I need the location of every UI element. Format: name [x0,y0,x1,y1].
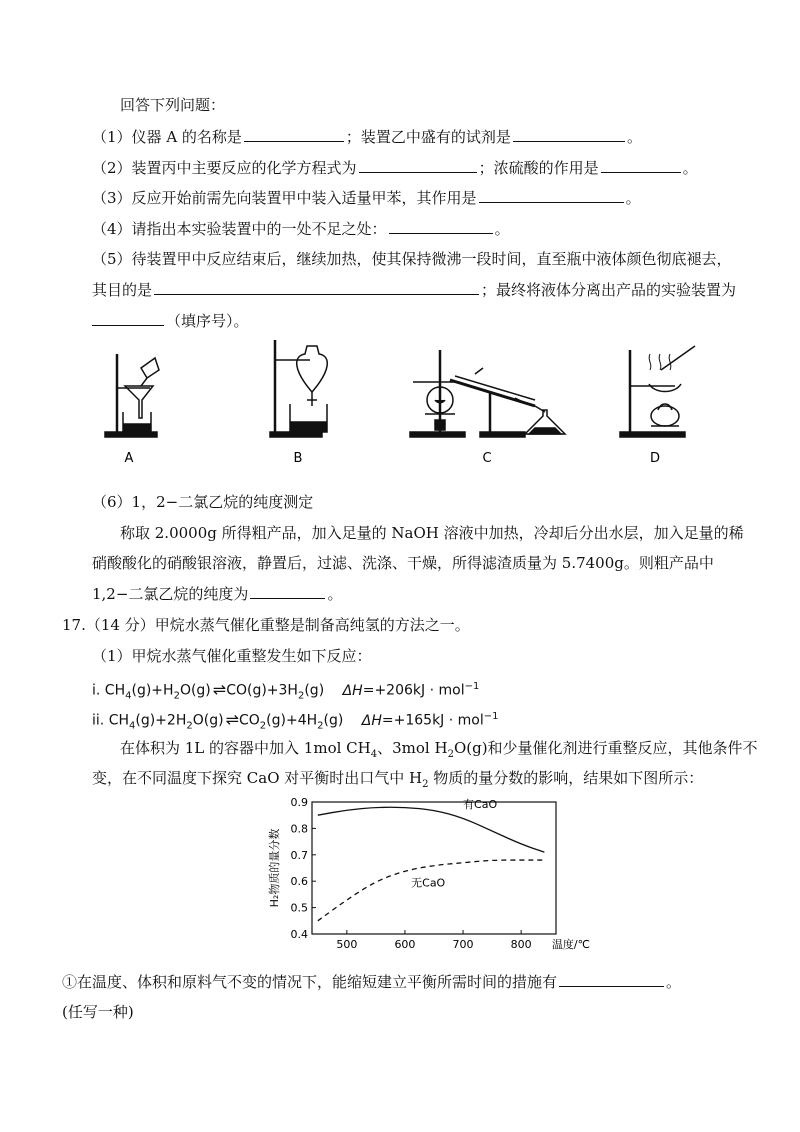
apparatus-b [270,340,327,437]
rxn-ii-label: ii. [92,712,105,729]
apparatus-label-c: C [482,451,492,466]
chart-series [318,807,545,921]
q1-blank-b[interactable] [513,127,625,142]
equilibrium-arrow-icon: ⇌ [212,679,225,699]
rxn-ii-sub3: 2 [259,720,267,732]
rxn-ii-sub4: 2 [317,720,324,732]
equilibrium-arrow-icon: ⇌ [225,709,237,729]
q6-para-1: 称取 2.0000g 所得粗产品，加入足量的 NaOH 溶液中加热，冷却后分出水层，加入足量的稀 [120,524,744,542]
rxn-i-ch: CH [104,682,126,699]
q17-circle1 [62,972,681,992]
rxn-ii-sub1: 4 [129,720,136,732]
intro-text: 回答下列问题： [120,96,226,114]
q1-number: （1） [92,128,132,146]
q2-blank-a[interactable] [359,158,477,173]
q3-end: 。 [625,189,641,207]
q3-text: 反应开始前需先向装置甲中装入适量甲苯，其作用是 [131,189,477,207]
q1-text-a: 仪器 A 的名称是 [131,128,242,146]
rxn-ii-g4: (g) [323,712,344,729]
q5-text-2b: ；最终将液体分离出产品的实验装置为 [481,281,737,299]
para1-b: 、3mol H [377,739,448,757]
para1-sub2: 2 [447,749,454,760]
rxn-i-sub2: 2 [173,690,180,702]
rxn-ii-g1: (g)+2H [135,712,187,729]
circle1-blank[interactable] [559,972,664,987]
rxn-i-products: CO(g)+3H [226,682,298,699]
series-without-cao-line [318,860,545,921]
series-with-cao-line [318,807,545,852]
q5-text-1: 待装置甲中反应结束后，继续加热，使其保持微沸一段时间，直至瓶中液体颜色彻底褪去， [131,250,732,268]
apparatus-c [410,350,565,437]
q2-text-a: 装置丙中主要反应的化学方程式为 [131,159,357,177]
x-tick-label: 700 [452,938,474,951]
apparatus-figure [95,340,715,470]
q17-sub1: （1）甲烷水蒸气催化重整发生如下反应： [92,647,372,665]
rxn-i-g2: O(g) [179,682,211,699]
rxn-i-g1: (g)+H [131,682,174,699]
q17-para-1 [120,738,758,765]
x-axis-label: 温度/℃ [551,938,590,951]
x-tick-label: 600 [394,938,416,951]
y-tick-label: 0.9 [290,796,308,809]
q5-text-2a: 其目的是 [92,281,153,299]
circle1-text: ①在温度、体积和原料气不变的情况下，能缩短建立平衡所需时间的措施有 [62,973,558,991]
question-4 [92,219,510,239]
question-3 [92,188,641,208]
rxn-ii-g2: O(g) [192,712,224,729]
q5-text-3: （填序号）。 [166,312,249,330]
q17-title: 17.（14 分）甲烷水蒸气催化重整是制备高纯氢的方法之一。 [62,616,470,634]
q1-end: 。 [626,128,642,146]
rxn-i-label: i. [92,682,101,699]
para2-a: 变，在不同温度下探究 CaO 对平衡时出口气中 H [92,769,423,787]
q2-number: （2） [92,159,132,177]
q5-blank-a[interactable] [154,280,479,295]
x-tick-label: 500 [336,938,358,951]
para2-b: 物质的量分数的影响，结果如下图所示： [428,769,704,787]
q3-blank[interactable] [479,188,624,203]
q6-text-3: 1,2−二氯乙烷的纯度为 [92,585,249,603]
rxn-ii-sub2: 2 [186,720,193,732]
chart-frame [312,802,556,934]
q6-para-3 [92,584,342,604]
apparatus-label-a: A [124,451,134,466]
rxn-i-dh-value: =+206kJ · mol [362,682,465,699]
y-tick-label: 0.8 [290,822,308,836]
q4-end: 。 [494,220,510,238]
reaction-i [92,677,479,706]
q2-blank-b[interactable] [601,158,681,173]
question-5-line2 [92,280,736,300]
rxn-ii-ch: CH [108,712,129,729]
x-tick-label: 800 [510,938,532,951]
chart-axes [312,802,556,934]
chart-labels [267,796,590,951]
q1-blank-a[interactable] [244,127,344,142]
q6-para-2: 硝酸酸化的硝酸银溶液，静置后，过滤、洗涤、干燥，所得滤渣质量为 5.7400g。则粗产品中 [92,554,714,572]
question-1 [92,127,642,147]
legend-with-cao: 有CaO [463,797,498,811]
apparatus-d [620,346,695,437]
apparatus-label-b: B [293,451,303,466]
rxn-i-sub3: 2 [297,690,305,702]
q6-title: （6）1，2−二氯乙烷的纯度测定 [92,493,314,511]
y-tick-label: 0.5 [290,901,308,915]
q4-text: 请指出本实验装置中的一处不足之处： [131,220,387,238]
q3-number: （3） [92,189,132,207]
legend-without-cao: 无CaO [411,876,446,890]
rxn-ii-g3: (g)+4H [266,712,318,729]
q4-number: （4） [92,220,132,238]
rxn-i-g3: (g) [304,682,325,699]
rxn-ii-dh: ΔH [361,712,382,729]
q5-number: （5） [92,250,132,268]
y-axis-label: H₂物质的量分数 [268,828,281,908]
q17-circle1-note: (任写一种) [62,1003,134,1021]
apparatus-a [105,354,159,437]
apparatus-label-d: D [649,451,661,466]
rxn-ii-dh-value: =+165kJ · mol [381,712,484,729]
q1-text-b: ；装置乙中盛有的试剂是 [345,128,511,146]
para1-a: 在体积为 1L 的容器中加入 1mol CH [120,739,371,757]
circle1-end: 。 [666,973,682,991]
y-tick-label: 0.7 [290,848,308,862]
rxn-i-dh: ΔH [342,682,363,699]
para1-sub1: 4 [370,749,378,760]
h2-fraction-chart [260,790,590,960]
q2-end: 。 [682,159,698,177]
rxn-i-sub1: 4 [125,690,132,702]
question-5-line1 [92,249,732,269]
rxn-i-dh-sup: −1 [464,681,480,692]
question-2 [92,158,698,178]
para2-sub: 2 [422,779,429,790]
q6-blank[interactable] [250,584,325,599]
y-tick-label: 0.4 [290,928,308,941]
question-5-line3 [92,311,249,331]
rxn-ii-products: CO [238,712,260,729]
q5-blank-b[interactable] [92,311,164,326]
q4-blank[interactable] [389,219,493,234]
q6-end: 。 [327,585,343,603]
q2-text-b: ；浓硫酸的作用是 [478,159,599,177]
reaction-ii [92,707,499,736]
para1-c: O(g)和少量催化剂进行重整反应，其他条件不 [453,739,758,757]
rxn-ii-dh-sup: −1 [483,711,499,722]
y-tick-label: 0.6 [290,875,308,889]
